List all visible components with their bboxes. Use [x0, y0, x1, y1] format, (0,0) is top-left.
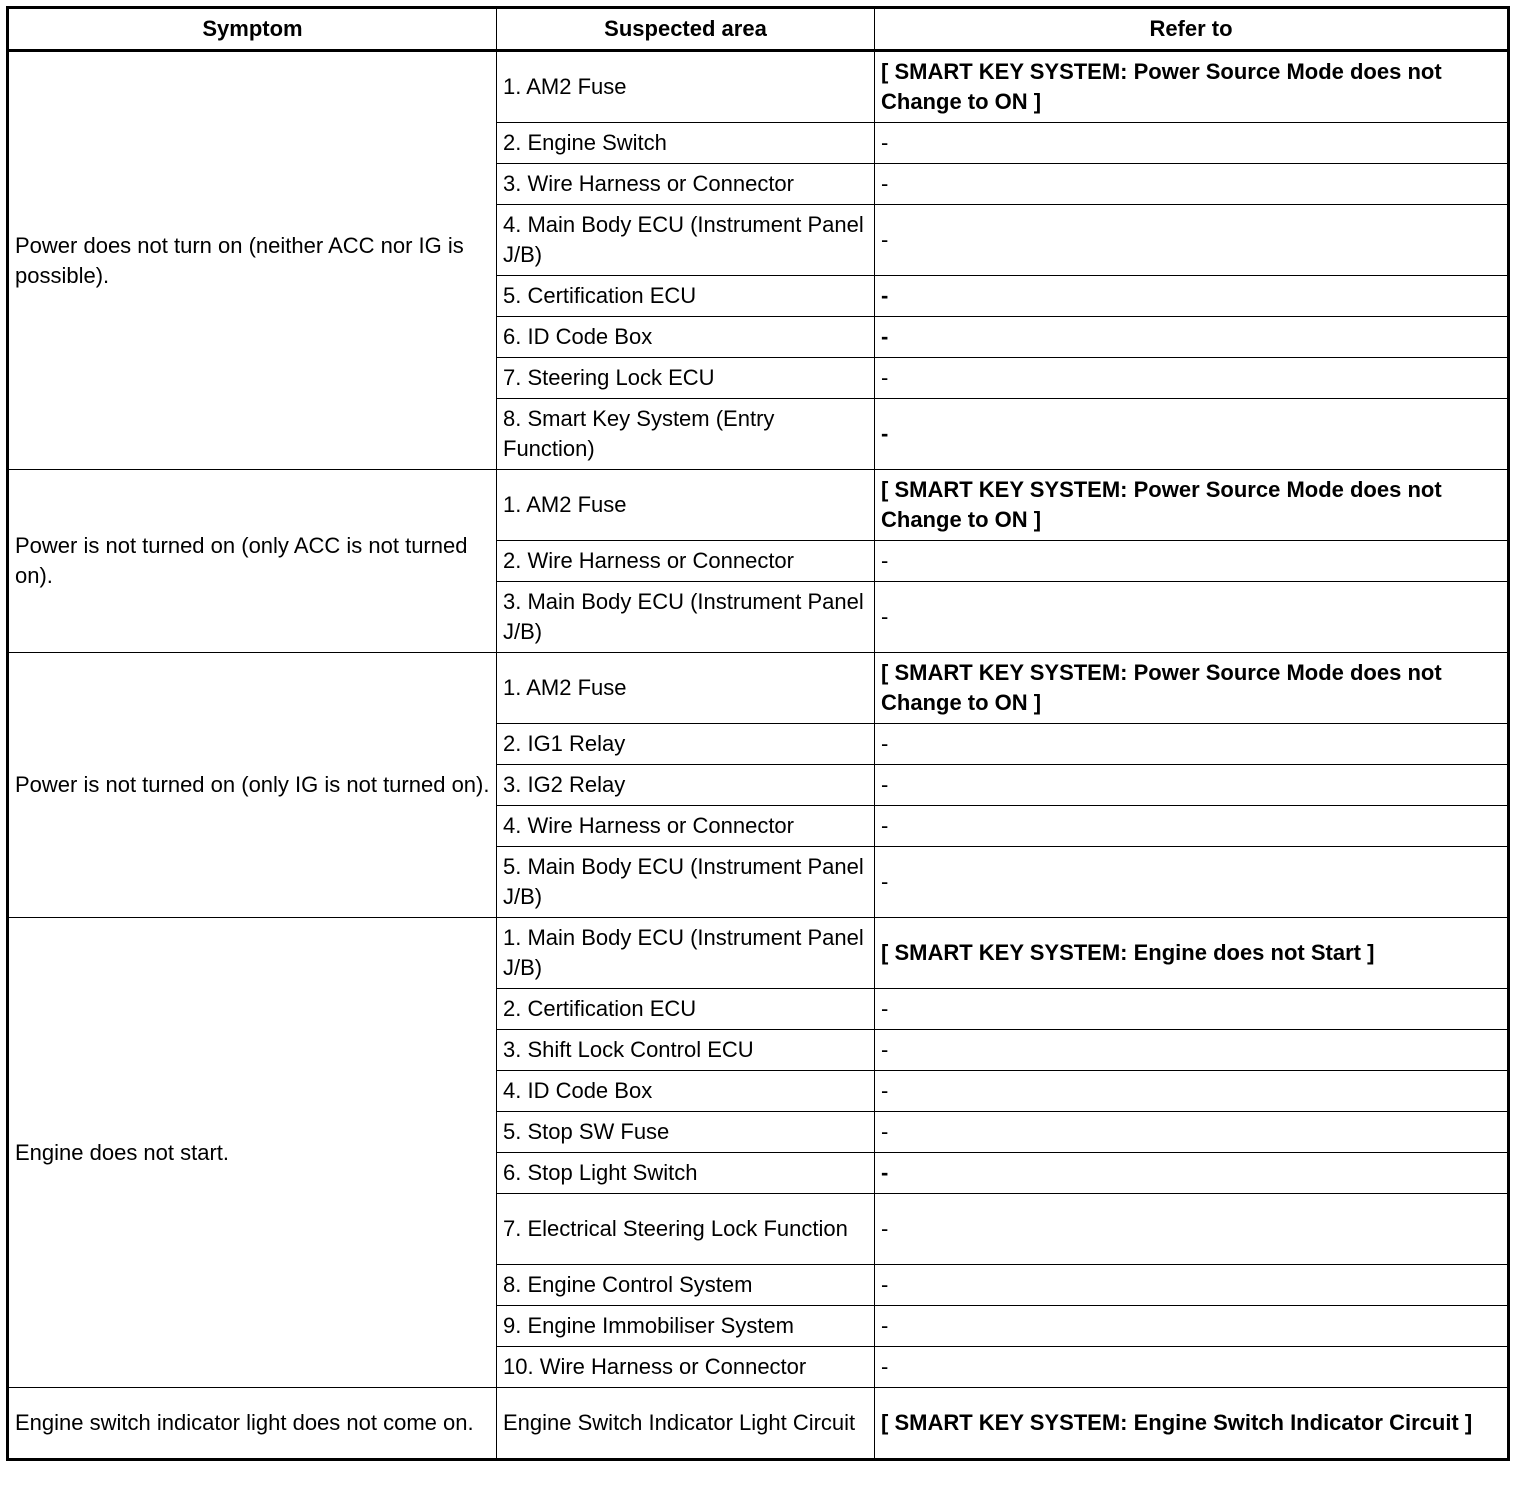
- refer-cell: -: [875, 1194, 1509, 1265]
- suspected-area-cell: 4. ID Code Box: [497, 1071, 875, 1112]
- suspected-area-cell: 8. Smart Key System (Entry Function): [497, 399, 875, 470]
- refer-cell: -: [875, 806, 1509, 847]
- refer-link[interactable]: [ SMART KEY SYSTEM: Engine Switch Indicator Circuit ]: [875, 1388, 1509, 1460]
- refer-cell: -: [875, 989, 1509, 1030]
- suspected-area-cell: 2. Engine Switch: [497, 123, 875, 164]
- refer-cell: -: [875, 1153, 1509, 1194]
- header-refer-to: Refer to: [875, 8, 1509, 51]
- suspected-area-cell: 1. AM2 Fuse: [497, 653, 875, 724]
- suspected-area-cell: 3. IG2 Relay: [497, 765, 875, 806]
- symptom-cell: Power is not turned on (only ACC is not turned on).: [8, 470, 497, 653]
- suspected-area-cell: 5. Main Body ECU (Instrument Panel J/B): [497, 847, 875, 918]
- refer-cell: -: [875, 724, 1509, 765]
- table-row: [8, 51, 1509, 123]
- symptom-cell: Engine does not start.: [8, 918, 497, 1388]
- header-symptom: Symptom: [8, 8, 497, 51]
- table-row: [8, 470, 1509, 541]
- refer-cell: -: [875, 276, 1509, 317]
- refer-cell: -: [875, 317, 1509, 358]
- table-row: [8, 653, 1509, 724]
- refer-cell: -: [875, 1112, 1509, 1153]
- refer-cell: -: [875, 847, 1509, 918]
- header-suspected-area: Suspected area: [497, 8, 875, 51]
- refer-cell: -: [875, 582, 1509, 653]
- symptom-cell: Power does not turn on (neither ACC nor IG is possible).: [8, 51, 497, 470]
- suspected-area-cell: 2. IG1 Relay: [497, 724, 875, 765]
- suspected-area-cell: 5. Certification ECU: [497, 276, 875, 317]
- symptom-cell: Engine switch indicator light does not come on.: [8, 1388, 497, 1460]
- suspected-area-cell: 3. Shift Lock Control ECU: [497, 1030, 875, 1071]
- refer-link[interactable]: [ SMART KEY SYSTEM: Power Source Mode does not Change to ON ]: [875, 51, 1509, 123]
- refer-cell: -: [875, 1071, 1509, 1112]
- suspected-area-cell: 3. Main Body ECU (Instrument Panel J/B): [497, 582, 875, 653]
- suspected-area-cell: 10. Wire Harness or Connector: [497, 1347, 875, 1388]
- refer-link[interactable]: [ SMART KEY SYSTEM: Power Source Mode does not Change to ON ]: [875, 653, 1509, 724]
- refer-cell: -: [875, 358, 1509, 399]
- suspected-area-cell: 5. Stop SW Fuse: [497, 1112, 875, 1153]
- table-row: [8, 1388, 1509, 1460]
- suspected-area-cell: Engine Switch Indicator Light Circuit: [497, 1388, 875, 1460]
- refer-cell: -: [875, 765, 1509, 806]
- suspected-area-cell: 7. Steering Lock ECU: [497, 358, 875, 399]
- refer-cell: -: [875, 1265, 1509, 1306]
- suspected-area-cell: 4. Wire Harness or Connector: [497, 806, 875, 847]
- suspected-area-cell: 6. Stop Light Switch: [497, 1153, 875, 1194]
- symptom-cell: Power is not turned on (only IG is not turned on).: [8, 653, 497, 918]
- refer-cell: -: [875, 123, 1509, 164]
- suspected-area-cell: 7. Electrical Steering Lock Function: [497, 1194, 875, 1265]
- suspected-area-cell: 4. Main Body ECU (Instrument Panel J/B): [497, 205, 875, 276]
- header-row: [8, 8, 1509, 51]
- suspected-area-cell: 8. Engine Control System: [497, 1265, 875, 1306]
- refer-cell: -: [875, 1306, 1509, 1347]
- suspected-area-cell: 1. AM2 Fuse: [497, 51, 875, 123]
- refer-link[interactable]: [ SMART KEY SYSTEM: Engine does not Start ]: [875, 918, 1509, 989]
- suspected-area-cell: 3. Wire Harness or Connector: [497, 164, 875, 205]
- refer-cell: -: [875, 541, 1509, 582]
- suspected-area-cell: 1. Main Body ECU (Instrument Panel J/B): [497, 918, 875, 989]
- suspected-area-cell: 2. Wire Harness or Connector: [497, 541, 875, 582]
- suspected-area-cell: 2. Certification ECU: [497, 989, 875, 1030]
- suspected-area-cell: 9. Engine Immobiliser System: [497, 1306, 875, 1347]
- refer-cell: -: [875, 399, 1509, 470]
- refer-cell: -: [875, 1347, 1509, 1388]
- problem-symptoms-table: [6, 6, 1510, 1461]
- refer-cell: -: [875, 205, 1509, 276]
- refer-cell: -: [875, 1030, 1509, 1071]
- suspected-area-cell: 6. ID Code Box: [497, 317, 875, 358]
- refer-link[interactable]: [ SMART KEY SYSTEM: Power Source Mode does not Change to ON ]: [875, 470, 1509, 541]
- suspected-area-cell: 1. AM2 Fuse: [497, 470, 875, 541]
- refer-cell: -: [875, 164, 1509, 205]
- table-row: [8, 918, 1509, 989]
